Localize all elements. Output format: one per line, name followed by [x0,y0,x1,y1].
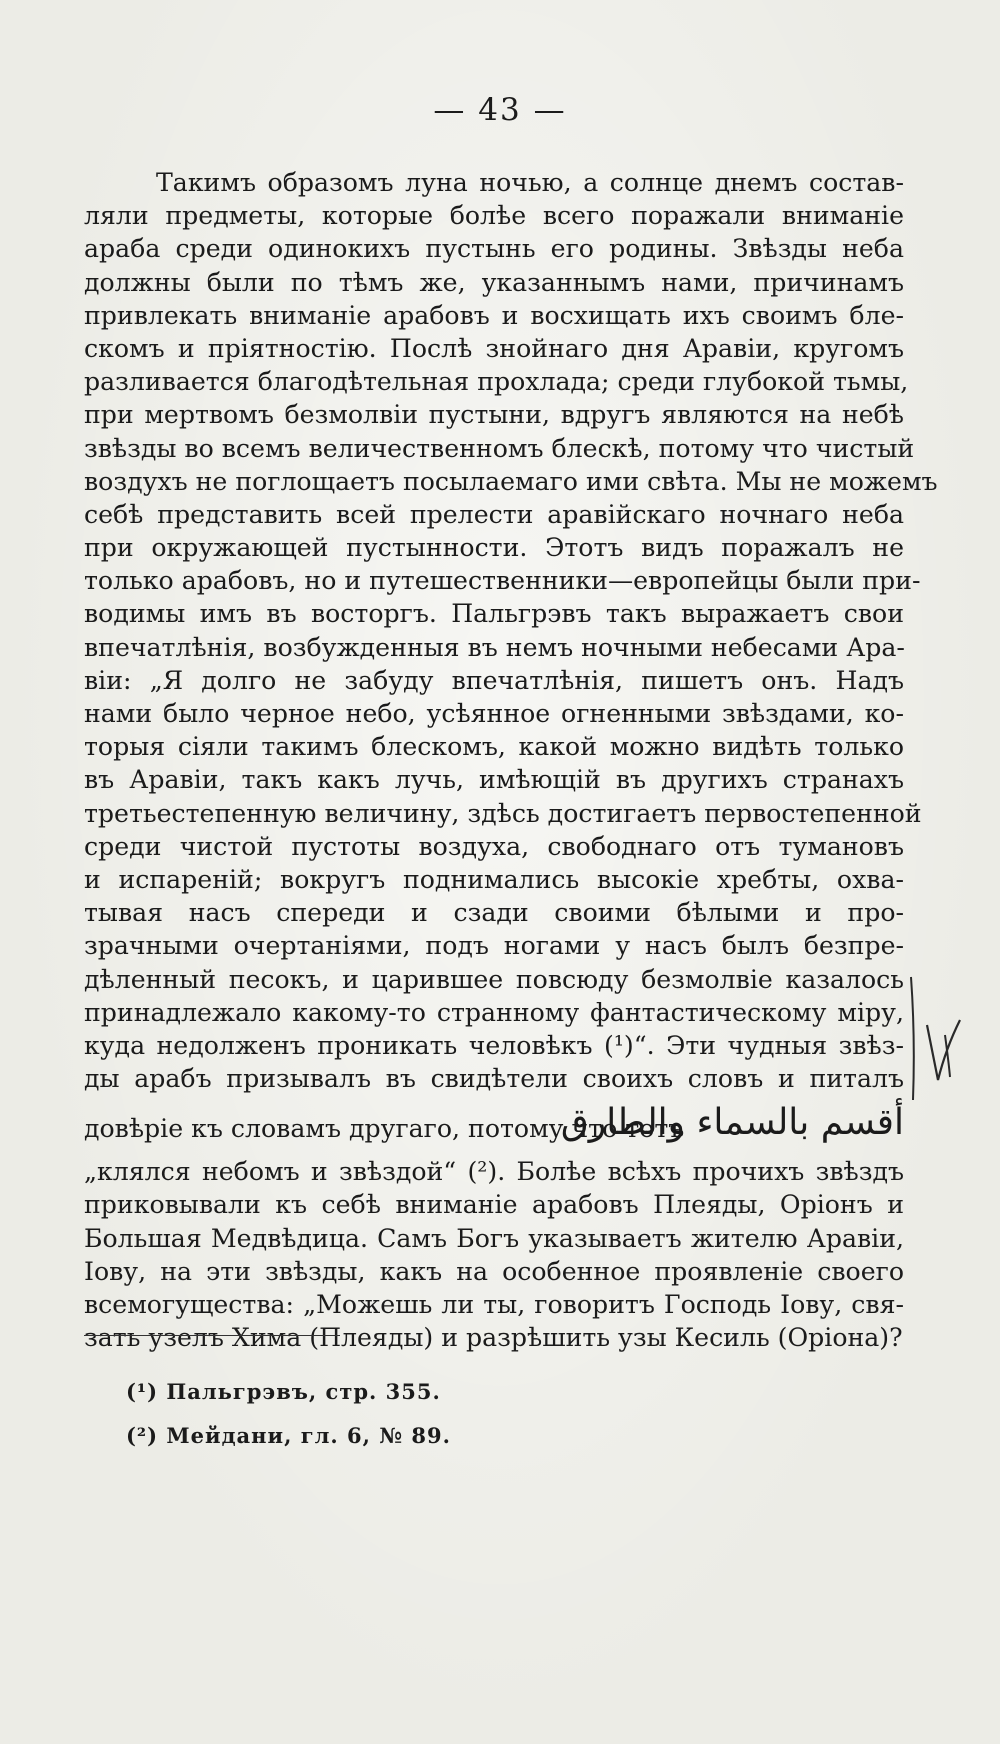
text-line: скомъ и пріятностію. Послѣ знойнаго дня Аравіи, кругомъ [84,333,904,363]
text-line: Іову, на эти звѣзды, какъ на особенное проявленіе своего [84,1256,904,1286]
footnotes [126,1370,826,1458]
text-line: только арабовъ, но и путешественники—европейцы были при- [84,566,921,596]
text-line: араба среди одинокихъ пустынь его родины. Звѣзды неба [84,234,904,264]
text-line: ляли предметы, которые болѣе всего поражали вниманіе [84,201,904,231]
footnote-divider [84,1335,340,1336]
text-line-with-arabic [84,1095,904,1155]
text-line: водимы имъ въ восторгъ. Пальгрэвъ такъ выражаетъ свои [84,599,904,629]
text-line: „клялся небомъ и звѣздой“ (²). Болѣе всѣхъ прочихъ звѣздъ [84,1157,904,1187]
page-number: — 43 — [433,92,567,128]
text-line: принадлежало какому-то странному фантастическому міру, [84,997,904,1027]
text-line: привлекать вниманіе арабовъ и восхищать ихъ своимъ бле- [84,300,904,330]
text-line: и испареній; вокругъ поднимались высокіе хребты, охва- [84,864,904,894]
text-line: себѣ представить всей прелести аравійскаго ночнаго неба [84,499,904,529]
text-line: тывая насъ спереди и сзади своими бѣлыми и про- [84,898,904,928]
text-line: всемогущества: „Можешь ли ты, говоритъ Господь Іову, свя- [84,1290,904,1319]
text-line: ды арабъ призывалъ въ свидѣтели своихъ словъ и питалъ [84,1064,904,1094]
text-line: Большая Медвѣдица. Самъ Богъ указываетъ жителю Аравіи, [84,1223,904,1253]
text-line: приковывали къ себѣ вниманіе арабовъ Плеяды, Оріонъ и [84,1190,904,1220]
text-line: Такимъ образомъ луна ночью, а солнце днемъ состав- [156,168,904,197]
arabic-quote: أقسم بالسماء والطارق [560,1102,904,1144]
footnote-2: (²) Мейдани, гл. 6, № 89. [126,1423,451,1448]
footnote-1: (¹) Пальгрэвъ, стр. 355. [126,1379,441,1404]
text-line: зать узелъ Хима (Плеяды) и разрѣшить узы Кесиль (Оріона)? [84,1323,903,1353]
text-line: звѣзды во всемъ величественномъ блескѣ, потому что чистый [84,433,915,463]
text-line: куда недолженъ проникать человѣкъ (¹)“. Эти чудныя звѣз- [84,1030,904,1060]
text-line: въ Аравіи, такъ какъ лучь, имѣющій въ другихъ странахъ [84,765,904,795]
body-text [84,166,938,1354]
text-line: воздухъ не поглощаетъ посылаемаго ими свѣта. Мы не можемъ [84,466,938,496]
text-line: при окружающей пустынности. Этотъ видъ поражалъ не [84,533,904,563]
text-line: нами было черное небо, усѣянное огненными звѣздами, ко- [84,699,904,728]
text-line: третьестепенную величину, здѣсь достигаетъ первостепенной [84,798,922,828]
text-line: дѣленный песокъ, и царившее повсюду безмолвіе казалось [84,964,904,994]
text-line: віи: „Я долго не забуду впечатлѣнія, пишетъ онъ. Надъ [84,665,904,695]
text-line: разливается благодѣтельная прохлада; среди глубокой тьмы, [84,367,909,397]
text-line: зрачными очертаніями, подъ ногами у насъ былъ безпре- [84,931,904,961]
text-line: впечатлѣнія, возбужденныя въ немъ ночными небесами Ара- [84,632,905,662]
text-line: среди чистой пустоты воздуха, свободнаго отъ тумановъ [84,831,904,861]
text-line: довѣріе къ словамъ другаго, потому что тотъ [84,1114,685,1144]
handwritten-margin-mark [905,975,965,1105]
text-line: торыя сіяли такимъ блескомъ, какой можно видѣть только [84,732,904,762]
text-line: при мертвомъ безмолвіи пустыни, вдругъ являются на небѣ [84,400,904,430]
text-line: должны были по тѣмъ же, указаннымъ нами, причинамъ [84,267,904,297]
